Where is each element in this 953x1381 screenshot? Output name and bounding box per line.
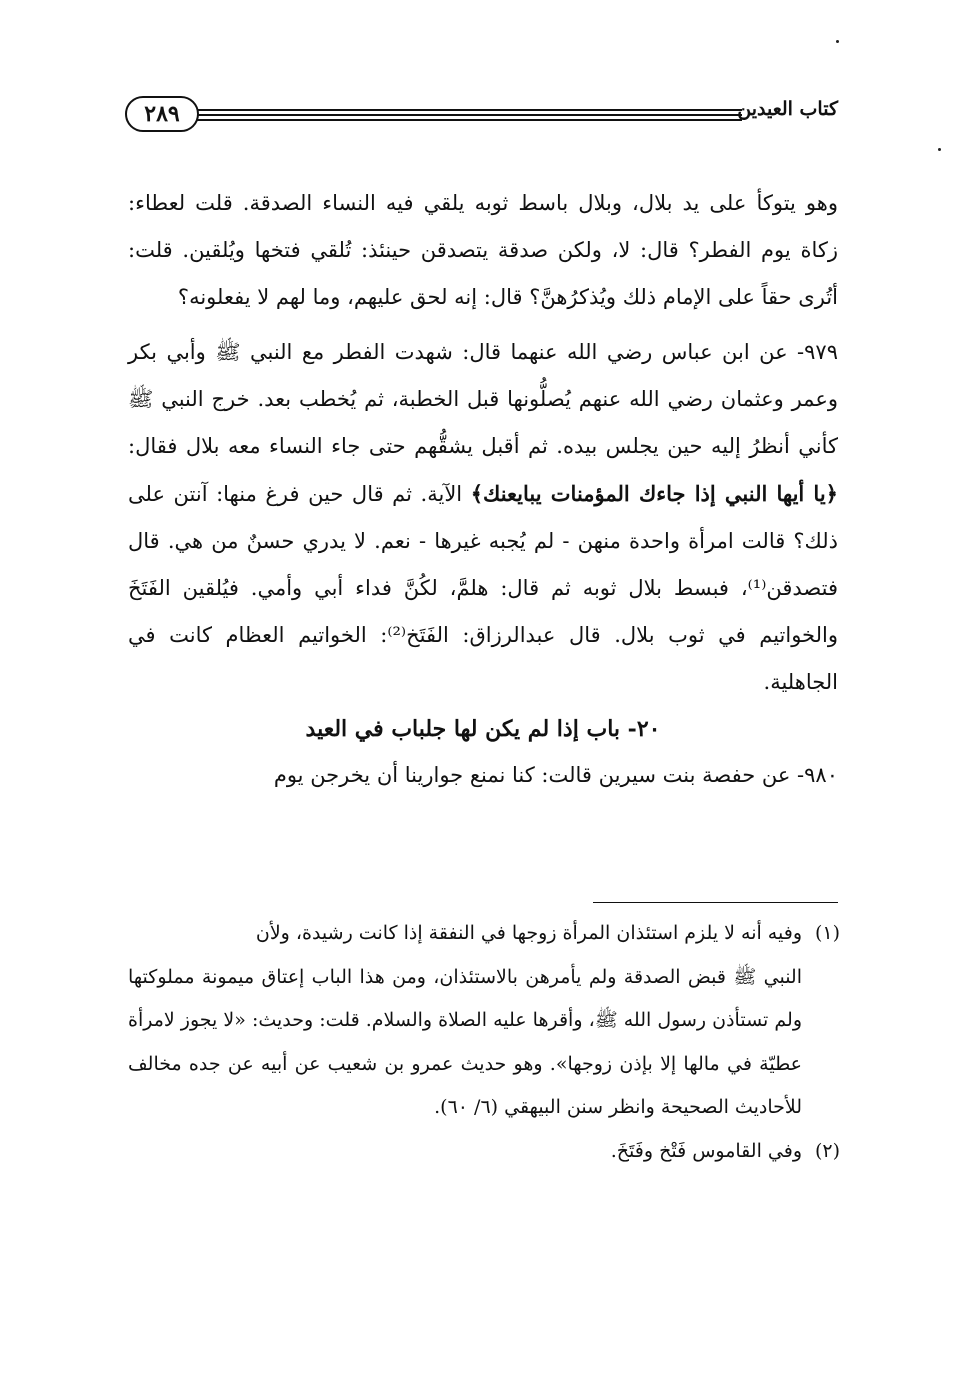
footnotes: [128, 912, 840, 1173]
section-heading: ٢٠- باب إذا لم يكن لها جلباب في العيد: [305, 716, 661, 742]
paragraph-intro: وهو يتوكأ على يد بلال، وبلال باسط ثوبه يلقي فيه النساء الصدقة. قلت لعطاء: زكاة يوم الفطر؟ قال: لا، ولكن صدقة يتصدقن حينئذ: تُلقي فتخها ويُلقين. قلت: أتُرى حقاً على الإمام ذلك ويُذكرُهنَّ؟ قال: إنه لحق عليهم، وما لهم لا يفعلونه؟: [128, 191, 838, 309]
footnote-1: [128, 912, 840, 1130]
quran-verse: ﴿يا أيها النبي إذا جاءك المؤمنات يبايعنك﴾: [470, 481, 838, 506]
footnote-number: (٢): [814, 1139, 840, 1162]
header-rule: [195, 119, 742, 121]
main-text: [128, 180, 838, 799]
book-title: كتاب العيدين: [737, 98, 838, 120]
header-rule: [195, 114, 742, 116]
hadith-979-text: ٩٧٩- عن ابن عباس رضي الله عنهما قال: شهدت الفطر مع النبي ﷺ وأبي بكر وعمر وعثمان رضي الله عنهم يُصلُّونها قبل الخطبة، ثم يُخطب بعد. خرج النبي ﷺ كأني أنظرُ إليه حين يجلس بيده. ثم أقبل يشقُّهم حتى جاء النساء معه بلال فقال:: [128, 340, 838, 458]
footnote-text: وفيه أنه لا يلزم استئذان المرأة زوجها في النفقة إذا كانت رشيدة، ولأن: [255, 922, 802, 944]
page-header: [125, 96, 838, 136]
footnote-number: (١): [814, 922, 840, 944]
header-rule: [195, 109, 742, 111]
scan-speck: [836, 40, 839, 43]
footnote-2: [128, 1130, 840, 1174]
footnote-text: النبي ﷺ قبض الصدقة ولم يأمرهن بالاستئذان، ومن هذا الباب إعتاق ميمونة مملوكتها ولم تستأذن رسول الله ﷺ، وأقرها عليه الصلاة والسلام. قلت: وحديث: «لا يجوز لامرأة عطيّة في مالها إلا بإذن زوجها». وهو حديث عمرو بن شعيب عن أبيه عن جده مخالف للأحاديث الصحيحة وانظر سنن البيهقي (٦/ ٦٠).: [128, 965, 802, 1118]
hadith-979-continuation: الآية. ثم قال حين فرغ منها: آنتن على ذلك؟ قالت امرأة واحدة منهن - لم يُجبه غيرها - نعم. لا يدري حسنٌ من هي. قال فتصدقن⁽¹⁾، فبسط بلال ثوبه ثم قال: هلمَّ، لكُنَّ فداء أبي وأمي. فيُلقين الفَتَخَ والخواتيم في ثوب بلال. قال عبدالرزاق: الفَتَخ⁽²⁾: الخواتيم العظام كانت في الجاهلية.: [128, 482, 838, 694]
scan-speck: [938, 148, 941, 151]
footnote-separator: [593, 902, 838, 903]
page-number: ٢٨٩: [125, 96, 199, 132]
footnote-text: وفي القاموس فَتْخ وفَتَخَ.: [610, 1139, 802, 1162]
hadith-980: ٩٨٠- عن حفصة بنت سيرين قالت: كنا نمنع جوارينا أن يخرجن يوم: [273, 763, 838, 787]
hadith-979: [128, 329, 838, 706]
